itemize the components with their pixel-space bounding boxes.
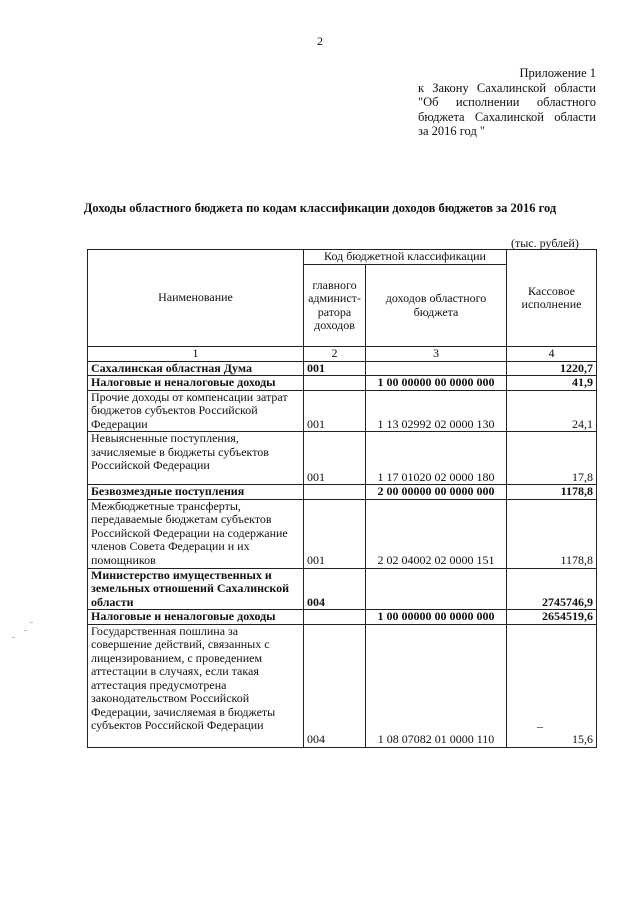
row-name: Налоговые и неналоговые доходы [88, 376, 304, 391]
row-name: Сахалинская областная Дума [88, 361, 304, 376]
row-amount: 17,8 [507, 432, 597, 485]
row-admin-code [304, 376, 366, 391]
row-amount: 1220,7 [507, 361, 597, 376]
row-name: Межбюджетные трансферты, передаваемые бюджетам субъектов Российской Федерации на содержание членов Совета Федерации и их помощников [88, 499, 304, 568]
appendix-line: "Об исполнении областного [418, 95, 596, 109]
row-income-code: 2 00 00000 00 0000 000 [366, 485, 507, 500]
scan-speck [24, 630, 27, 631]
appendix-line: к Закону Сахалинской области [418, 80, 596, 95]
appendix-line: бюджета Сахалинской области [418, 109, 596, 124]
table-header-row [88, 250, 597, 265]
row-income-code: 1 00 00000 00 0000 000 [366, 376, 507, 391]
row-admin-code: 001 [304, 390, 366, 432]
row-amount: 15,6 [572, 732, 593, 746]
row-name: Прочие доходы от компенсации затрат бюджетов субъектов Российской Федерации [88, 390, 304, 432]
header-admin: главного админист- ратора доходов [304, 265, 366, 347]
row-name: Министерство имущественных и земельных отношений Сахалинской области [88, 568, 304, 610]
column-number: 4 [507, 347, 597, 362]
column-number-row [88, 347, 597, 362]
header-income-code: доходов областного бюджета [366, 265, 507, 347]
row-income-code [366, 568, 507, 610]
row-admin-code: 001 [304, 432, 366, 485]
row-amount: 2745746,9 [507, 568, 597, 610]
table-row [88, 485, 597, 500]
row-admin-code: 001 [304, 361, 366, 376]
row-amount: 2654519,6 [507, 610, 597, 625]
row-name: Невыясненные поступления, зачисляемые в бюджеты субъектов Российской Федерации [88, 432, 304, 485]
table-row [88, 361, 597, 376]
appendix-note [418, 66, 596, 139]
row-admin-code: 001 [304, 499, 366, 568]
row-amount: 24,1 [507, 390, 597, 432]
row-income-code: 2 02 04002 02 0000 151 [366, 499, 507, 568]
row-amount: 1178,8 [507, 485, 597, 500]
column-number: 3 [366, 347, 507, 362]
row-amount-cell [507, 624, 597, 747]
row-income-code: 1 08 07082 01 0000 110 [366, 624, 507, 747]
table-row [88, 432, 597, 485]
income-table [87, 249, 597, 748]
scan-speck [12, 637, 15, 638]
header-code-group: Код бюджетной классификации [304, 250, 507, 265]
row-name: Налоговые и неналоговые доходы [88, 610, 304, 625]
document-title: Доходы областного бюджета по кодам классификации доходов бюджетов за 2016 год [83, 201, 557, 215]
table-row [88, 568, 597, 610]
table-row [88, 499, 597, 568]
dash-mark: – [537, 718, 543, 733]
row-income-code: 1 17 01020 02 0000 180 [366, 432, 507, 485]
header-name: Наименование [88, 250, 304, 347]
header-execution: Кассовое исполнение [507, 250, 597, 347]
page-number: 2 [317, 34, 323, 48]
row-name: Безвозмездные поступления [88, 485, 304, 500]
row-income-code: 1 13 02992 02 0000 130 [366, 390, 507, 432]
units-label: (тыс. рублей) [511, 236, 579, 250]
table-row [88, 624, 597, 747]
row-admin-code [304, 485, 366, 500]
row-income-code: 1 00 00000 00 0000 000 [366, 610, 507, 625]
row-admin-code: 004 [304, 568, 366, 610]
table-row [88, 610, 597, 625]
scan-speck [30, 622, 33, 623]
column-number: 2 [304, 347, 366, 362]
table-row [88, 390, 597, 432]
appendix-line: за 2016 год " [418, 124, 486, 138]
appendix-line: Приложение 1 [519, 66, 596, 80]
column-number: 1 [88, 347, 304, 362]
row-income-code [366, 361, 507, 376]
row-admin-code [304, 610, 366, 625]
row-name: Государственная пошлина за совершение действий, связанных с лицензированием, с проведением аттестации в случаях, если такая аттестация предусмотрена законодательством Российской Федерации, зачисляемая в бюджеты субъектов Российской Федерации [88, 624, 304, 747]
table-row [88, 376, 597, 391]
row-amount: 1178,8 [507, 499, 597, 568]
row-admin-code: 004 [304, 624, 366, 747]
row-amount: 41,9 [507, 376, 597, 391]
